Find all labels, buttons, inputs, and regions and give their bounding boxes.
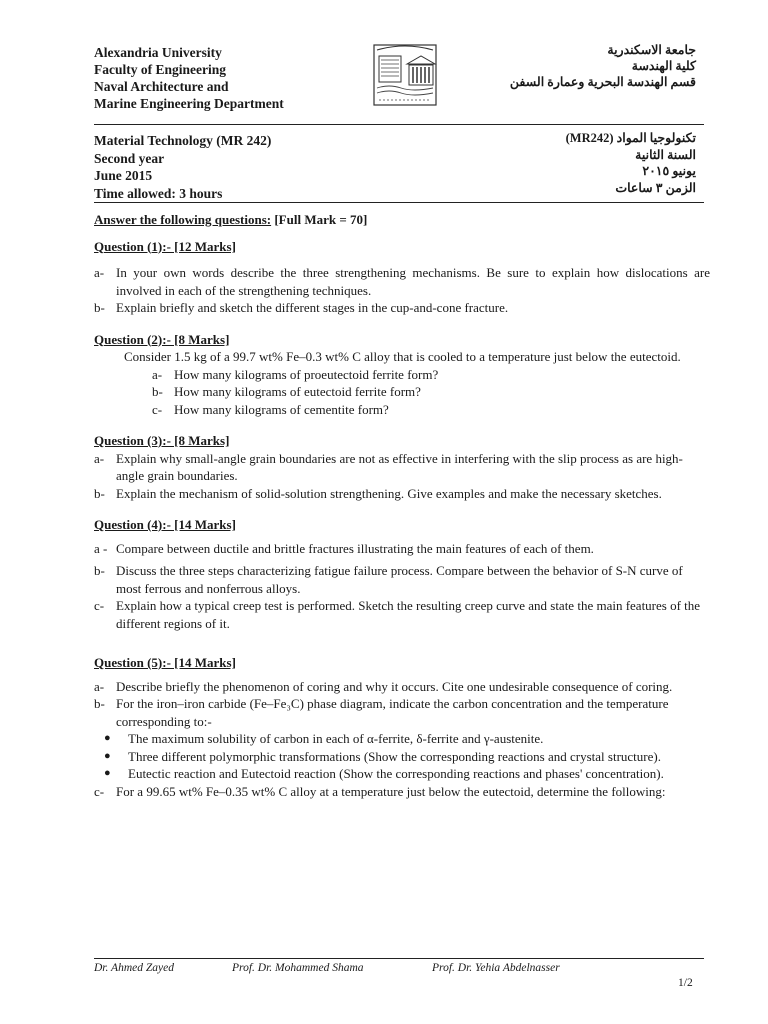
university-name-ar: جامعة الاسكندرية bbox=[607, 43, 696, 57]
item-label: a- bbox=[152, 366, 163, 382]
item-text: Discuss the three steps characterizing fatigue failure process. Compare between the behavior of S-N curve of most ferrous and nonferrous alloys. bbox=[116, 563, 683, 596]
instructions-label: Answer the following questions: bbox=[94, 212, 272, 227]
university-header-ar bbox=[510, 42, 696, 90]
course-year: Second year bbox=[94, 150, 165, 166]
examiner-name: Prof. Dr. Mohammed Shama bbox=[232, 962, 364, 974]
question-title: Question (2):- [8 Marks] bbox=[94, 331, 230, 347]
item-text: Explain briefly and sketch the different stages in the cup-and-cone fracture. bbox=[116, 300, 509, 315]
item-label: c- bbox=[94, 783, 105, 799]
bullet-item bbox=[94, 765, 710, 783]
question-title: Question (1):- [12 Marks] bbox=[94, 238, 236, 254]
question-item bbox=[94, 264, 710, 299]
bullet-text: Eutectic reaction and Eutectoid reaction (Show the corresponding reactions and phases' concentration). bbox=[128, 766, 664, 781]
department-line-1: Naval Architecture and bbox=[94, 79, 229, 94]
item-text: How many kilograms of cementite form? bbox=[174, 401, 389, 417]
footer-divider bbox=[94, 958, 704, 959]
question-item bbox=[94, 783, 710, 801]
bullet-icon: ● bbox=[104, 732, 111, 744]
header-divider bbox=[94, 124, 704, 125]
question-item bbox=[94, 562, 710, 597]
item-text: In your own words describe the three strengthening mechanisms. Be sure to explain how dislocations are involved in each of the strengthening techniques. bbox=[116, 265, 710, 298]
department-line-2: Marine Engineering Department bbox=[94, 96, 284, 111]
item-text: Compare between ductile and brittle fractures illustrating the main features of each of them. bbox=[116, 540, 594, 556]
examiner-name: Dr. Ahmed Zayed bbox=[94, 962, 174, 974]
question-item bbox=[94, 485, 710, 503]
faculty-name: Faculty of Engineering bbox=[94, 62, 226, 77]
item-label: a- bbox=[94, 450, 105, 466]
question-item bbox=[94, 366, 710, 384]
faculty-name-ar: كلية الهندسة bbox=[631, 59, 696, 73]
item-label: c- bbox=[152, 401, 163, 417]
question-intro: Consider 1.5 kg of a 99.7 wt% Fe–0.3 wt% C alloy that is cooled to a temperature just below the eutectoid. bbox=[124, 349, 681, 364]
bullet-icon: ● bbox=[104, 767, 111, 779]
item-text: Describe briefly the phenomenon of coring and why it occurs. Cite one undesirable consequence of coring. bbox=[116, 678, 673, 694]
time-allowed: Time allowed: 3 hours bbox=[94, 185, 223, 201]
department-name-ar: قسم الهندسة البحرية وعمارة السفن bbox=[509, 75, 696, 89]
bullet-text: The maximum solubility of carbon in each of α-ferrite, δ-ferrite and γ-austenite. bbox=[128, 731, 544, 746]
question-item bbox=[94, 678, 710, 696]
question-1 bbox=[94, 238, 710, 317]
item-text: How many kilograms of proeutectoid ferrite form? bbox=[174, 366, 439, 382]
question-item bbox=[94, 383, 710, 401]
course-code: (MR242) bbox=[565, 131, 614, 145]
question-item bbox=[94, 299, 710, 317]
item-label: b- bbox=[94, 563, 105, 578]
question-item bbox=[94, 401, 710, 419]
exam-date-ar: يونيو ٢٠١٥ bbox=[642, 164, 696, 178]
item-text: Explain the mechanism of solid-solution strengthening. Give examples and make the necessary sketches. bbox=[116, 485, 662, 501]
question-title: Question (5):- [14 Marks] bbox=[94, 655, 236, 670]
page-number: 1/2 bbox=[678, 977, 693, 989]
item-text: For the iron–iron carbide (Fe–Fe₃C) phase diagram, indicate the carbon concentration and the temperature corresponding to:- bbox=[116, 696, 669, 729]
question-title: Question (3):- [8 Marks] bbox=[94, 433, 230, 448]
university-header-en bbox=[94, 44, 284, 112]
questions-body bbox=[94, 208, 710, 800]
item-label: a - bbox=[94, 540, 108, 556]
course-title-ar-text: تكنولوجيا المواد bbox=[616, 131, 696, 145]
question-item bbox=[94, 540, 710, 558]
time-allowed-ar: الزمن ٣ ساعات bbox=[615, 180, 696, 195]
item-label: a- bbox=[94, 265, 105, 280]
item-text: Explain why small-angle grain boundaries are not as effective in interfering with the slip process as are high-angle grain boundaries. bbox=[116, 450, 683, 483]
bullet-text: Three different polymorphic transformations (Show the corresponding reactions and crystal structure). bbox=[128, 748, 661, 764]
question-item bbox=[94, 450, 710, 485]
course-info-en bbox=[94, 132, 271, 202]
university-logo-icon bbox=[373, 44, 437, 106]
exam-date: June 2015 bbox=[94, 168, 153, 183]
question-3 bbox=[94, 432, 710, 502]
course-title-ar bbox=[566, 130, 696, 147]
question-item bbox=[94, 695, 710, 730]
item-label: b- bbox=[94, 300, 105, 315]
item-label: b- bbox=[94, 696, 105, 711]
question-title: Question (4):- [14 Marks] bbox=[94, 517, 236, 532]
item-label: c- bbox=[94, 598, 105, 613]
course-title: Material Technology (MR 242) bbox=[94, 133, 272, 148]
question-item bbox=[94, 597, 710, 632]
item-text: Explain how a typical creep test is performed. Sketch the resulting creep curve and state the main features of the different regions of it. bbox=[116, 598, 701, 631]
info-divider bbox=[94, 202, 704, 203]
full-mark: [Full Mark = 70] bbox=[271, 212, 368, 227]
question-5 bbox=[94, 654, 710, 800]
course-info-ar bbox=[566, 130, 696, 196]
bullet-icon: ● bbox=[104, 749, 111, 762]
course-year-ar: السنة الثانية bbox=[635, 147, 696, 162]
item-text: For a 99.65 wt% Fe–0.35 wt% C alloy at a temperature just below the eutectoid, determine the following: bbox=[116, 783, 666, 799]
question-2 bbox=[94, 331, 710, 419]
item-label: a- bbox=[94, 678, 105, 694]
item-label: b- bbox=[152, 384, 163, 399]
examiner-name: Prof. Dr. Yehia Abdelnasser bbox=[432, 962, 560, 974]
item-text: How many kilograms of eutectoid ferrite form? bbox=[174, 384, 421, 399]
bullet-item bbox=[94, 730, 710, 748]
instructions bbox=[94, 211, 710, 229]
question-4 bbox=[94, 516, 710, 632]
item-label: b- bbox=[94, 485, 105, 501]
university-name: Alexandria University bbox=[94, 45, 222, 60]
bullet-item bbox=[94, 748, 710, 766]
